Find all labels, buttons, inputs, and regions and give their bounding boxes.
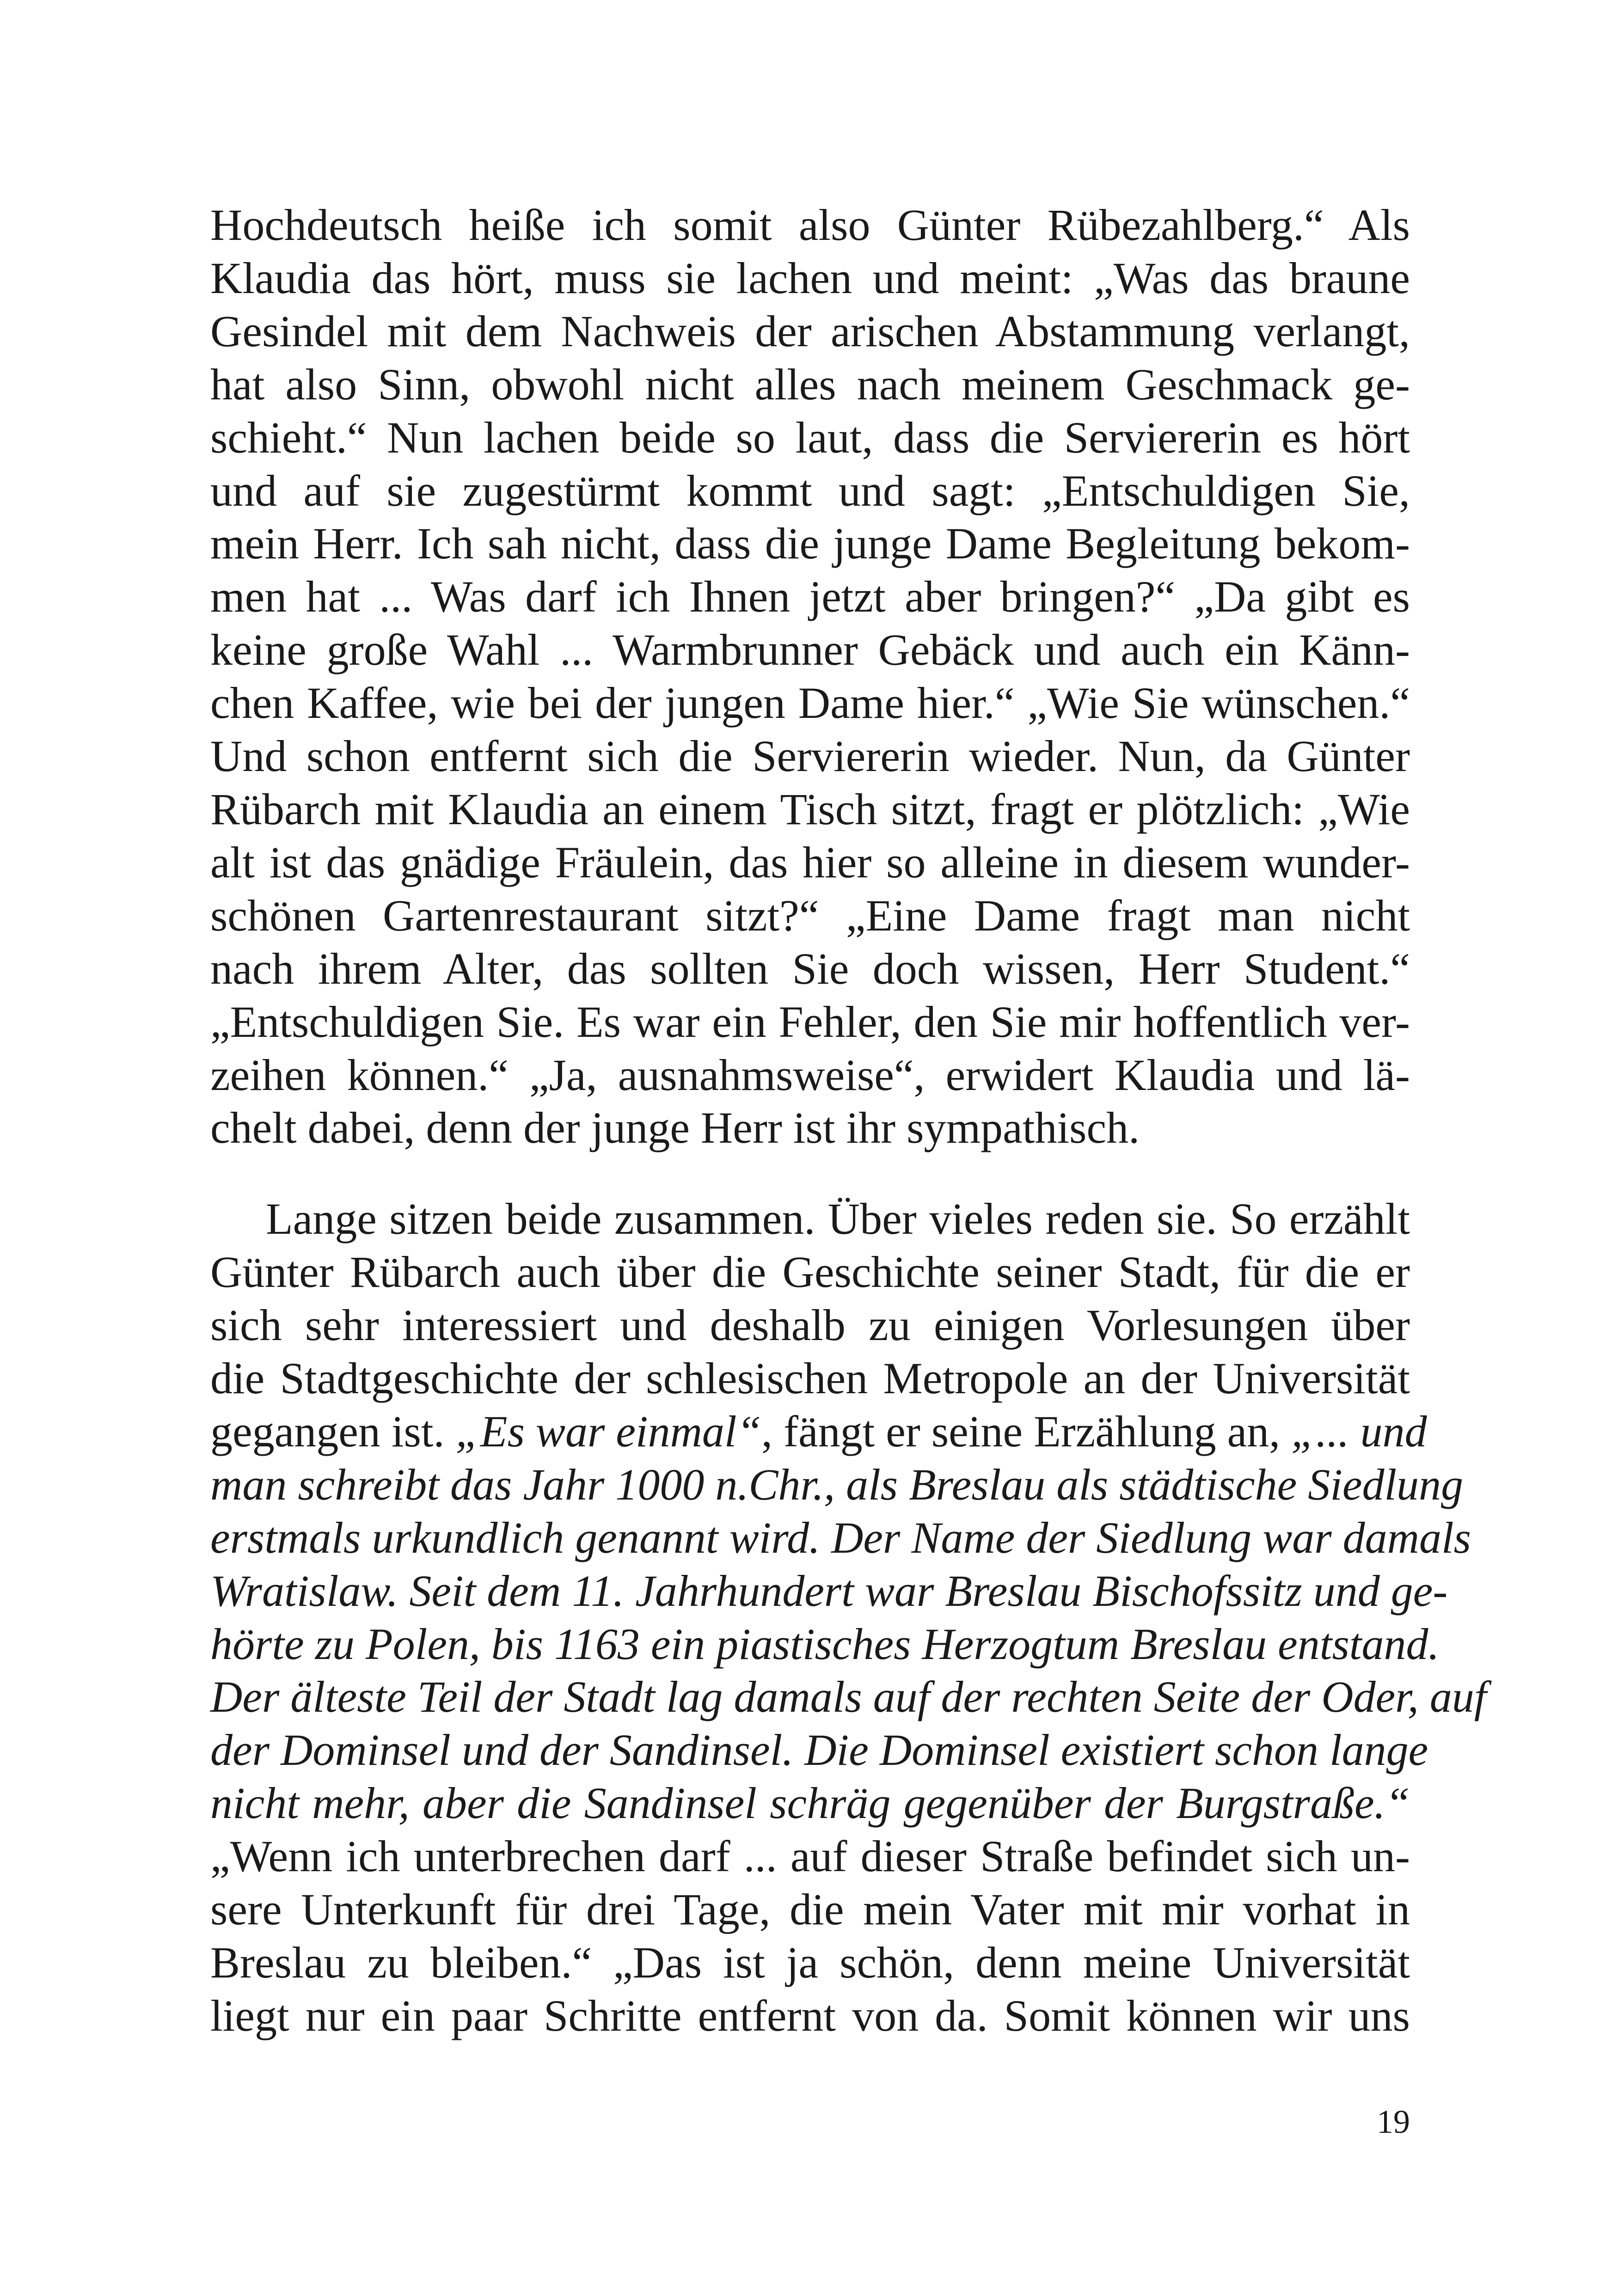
italic-line: nicht mehr, aber die Sandinsel schräg gegenüber der Burgstraße.“ [210,1778,1410,1828]
text-line: sich sehr interessiert und deshalb zu einigen Vorlesungen über [210,1300,1410,1350]
text-line: Klaudia das hört, muss sie lachen und meint: „Was das braune [210,253,1410,303]
text-run: , fängt er seine Erzählung an, [761,1406,1292,1456]
italic-line: Wratislaw. Seit dem 11. Jahrhundert war Breslau Bischofssitz und ge- [210,1566,1448,1616]
body-text [210,199,1487,2043]
text-line: Und schon entfernt sich die Serviererin wieder. Nun, da Günter [210,731,1410,781]
paragraph-2 [210,1193,1487,2043]
text-line: Lange sitzen beide zusammen. Über vieles reden sie. So erzählt [266,1194,1410,1244]
text-line: sere Unterkunft für drei Tage, die mein Vater mit mir vorhat in [210,1885,1410,1935]
italic-line: hörte zu Polen, bis 1163 ein piastisches Herzogtum Breslau entstand. [210,1619,1440,1669]
text-line: chen Kaffee, wie bei der jungen Dame hier.“ „Wie Sie wünschen.“ [210,678,1410,728]
page-number: 19 [1377,2103,1410,2140]
text-line: schönen Gartenrestaurant sitzt?“ „Eine Dame fragt man nicht [210,890,1410,940]
text-line: liegt nur ein paar Schritte entfernt von da. Somit können wir uns [210,1990,1410,2040]
text-line: Gesindel mit dem Nachweis der arischen Abstammung verlangt, [210,306,1410,356]
italic-quote: „Es war einmal“ [455,1406,761,1456]
text-line: alt ist das gnädige Fräulein, das hier so alleine in diesem wunder- [210,837,1410,887]
text-line: hat also Sinn, obwohl nicht alles nach meinem Geschmack ge- [210,359,1410,409]
text-line: Breslau zu bleiben.“ „Das ist ja schön, denn meine Universität [210,1938,1410,1987]
text-line [210,1405,1427,1458]
text-line: men hat ... Was darf ich Ihnen jetzt aber bringen?“ „Da gibt es [210,572,1410,622]
text-line: Rübarch mit Klaudia an einem Tisch sitzt, fragt er plötzlich: „Wie [210,784,1410,834]
text-line: „Wenn ich unterbrechen darf ... auf dieser Straße befindet sich un- [210,1831,1410,1881]
text-line: mein Herr. Ich sah nicht, dass die junge Dame Begleitung bekom- [210,519,1410,569]
text-line: Günter Rübarch auch über die Geschichte seiner Stadt, für die er [210,1247,1410,1297]
text-line: keine große Wahl ... Warmbrunner Gebäck und auch ein Känn- [210,625,1410,675]
paragraph-1 [210,199,1410,1155]
text-line: „Entschuldigen Sie. Es war ein Fehler, den Sie mir hoffentlich ver- [210,997,1410,1047]
text-run: gegangen ist. [210,1406,456,1456]
text-line: Hochdeutsch heiße ich somit also Günter Rübezahlberg.“ Als [210,200,1410,250]
italic-line: der Dominsel und der Sandinsel. Die Dominsel existiert schon lange [210,1725,1428,1775]
italic-line: man schreibt das Jahr 1000 n.Chr., als Breslau als städtische Siedlung [210,1459,1464,1509]
paragraph-spacer [210,1155,1410,1193]
italic-quote: „... und [1291,1406,1427,1456]
italic-line: Der älteste Teil der Stadt lag damals auf der rechten Seite der Oder, auf [210,1672,1487,1722]
italic-line: erstmals urkundlich genannt wird. Der Name der Siedlung war damals [210,1512,1471,1562]
text-line: schieht.“ Nun lachen beide so laut, dass die Serviererin es hört [210,412,1410,462]
text-line: zeihen können.“ „Ja, ausnahmsweise“, erwidert Klaudia und lä- [210,1050,1410,1100]
text-line: chelt dabei, denn der junge Herr ist ihr sympathisch. [210,1103,1140,1153]
text-line: und auf sie zugestürmt kommt und sagt: „Entschuldigen Sie, [210,465,1410,515]
text-line: die Stadtgeschichte der schlesischen Metropole an der Universität [210,1353,1410,1403]
text-line: nach ihrem Alter, das sollten Sie doch wissen, Herr Student.“ [210,943,1410,993]
